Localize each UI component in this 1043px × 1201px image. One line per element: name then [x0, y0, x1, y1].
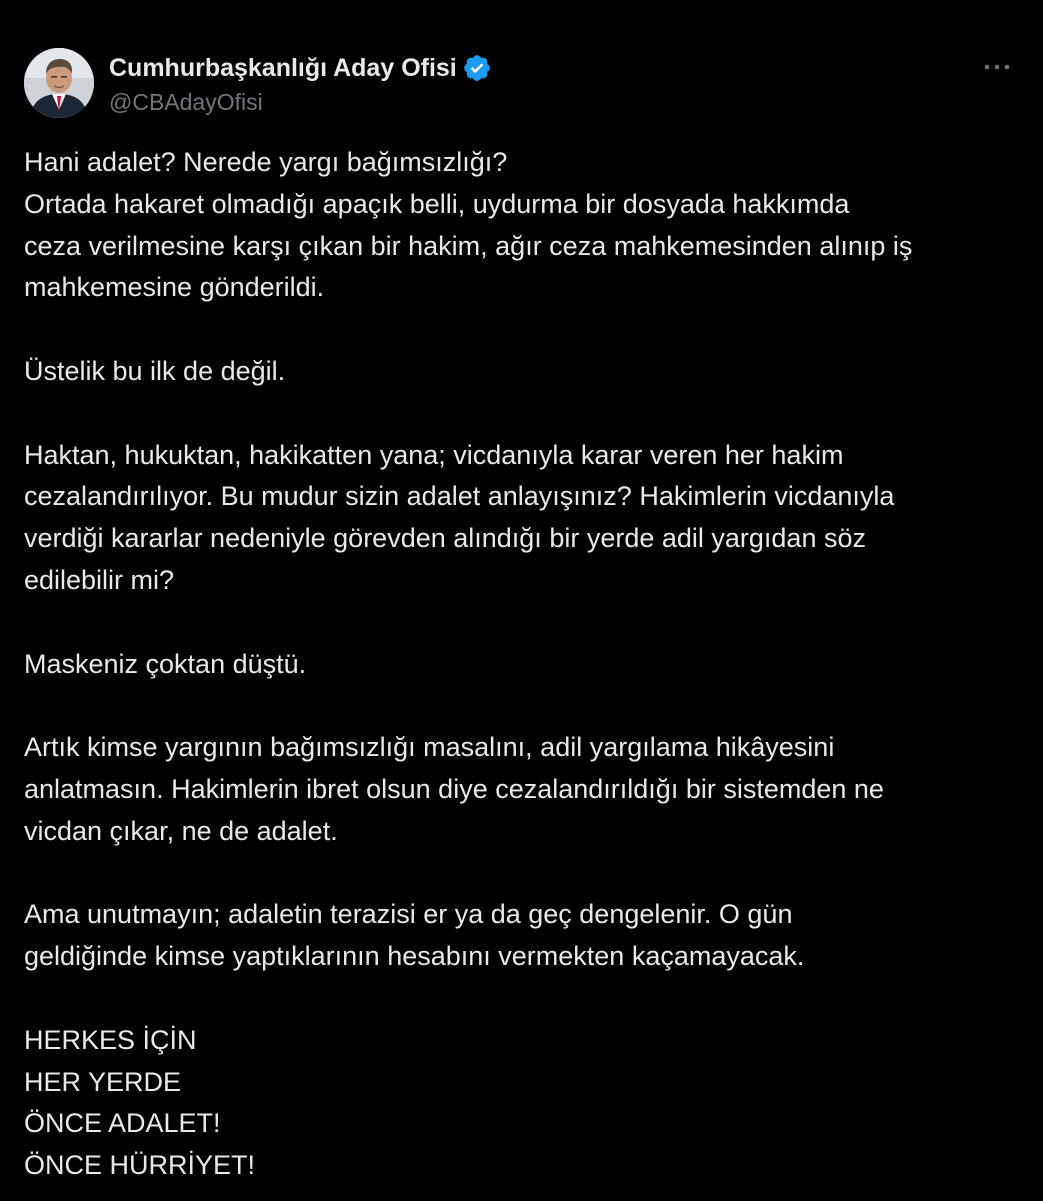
paragraph-spacer [24, 853, 1024, 895]
post-paragraph-5: Artık kimse yargının bağımsızlığı masalını, adil yargılama hikâyesini anlatmasın. Hakimlerin ibret olsun diye cezalandırıldığı bir sistemden ne vicdan çıkar, ne de adalet. [24, 732, 884, 846]
account-names [109, 52, 492, 116]
post-header [24, 48, 1019, 120]
verified-badge-icon[interactable] [462, 53, 492, 83]
post-paragraph-3: Haktan, hukuktan, hakikatten yana; vicdanıyla karar veren her hakim cezalandırılıyor. Bu mudur sizin adalet anlayışınız? Hakimlerin vicdanıyla verdiği kararlar nedeniyle görevden alındığı bir yerde adil yargıdan söz edilebilir mi? [24, 439, 895, 595]
post-paragraph-4: Maskeniz çoktan düştü. [24, 648, 307, 679]
post-text [24, 142, 1024, 1187]
post-paragraph-1: Hani adalet? Nerede yargı bağımsızlığı? Ortada hakaret olmadığı apaçık belli, uydurma bir dosyada hakkımda ceza verilmesine karşı çıkan bir hakim, ağır ceza mahkemesinden alınıp iş mahkemesine gönderildi. [24, 147, 913, 303]
paragraph-spacer [24, 602, 1024, 644]
avatar[interactable] [24, 48, 94, 118]
paragraph-spacer [24, 309, 1024, 351]
more-options-icon[interactable] [979, 58, 1015, 76]
handle[interactable]: @CBAdayOfisi [109, 89, 263, 115]
profile-photo [24, 48, 94, 118]
post-paragraph-6: Ama unutmayın; adaletin terazisi er ya da geç dengelenir. O gün geldiğinde kimse yaptıklarının hesabını vermekten kaçamayacak. [24, 899, 805, 972]
paragraph-spacer [24, 685, 1024, 727]
post-paragraph-7: HERKES İÇİN HER YERDE ÖNCE ADALET! ÖNCE HÜRRİYET! [24, 1024, 256, 1181]
paragraph-spacer [24, 978, 1024, 1020]
paragraph-spacer [24, 393, 1024, 435]
post-paragraph-2: Üstelik bu ilk de değil. [24, 355, 286, 386]
display-name[interactable]: Cumhurbaşkanlığı Aday Ofisi [109, 53, 457, 82]
display-name-row [109, 52, 492, 84]
